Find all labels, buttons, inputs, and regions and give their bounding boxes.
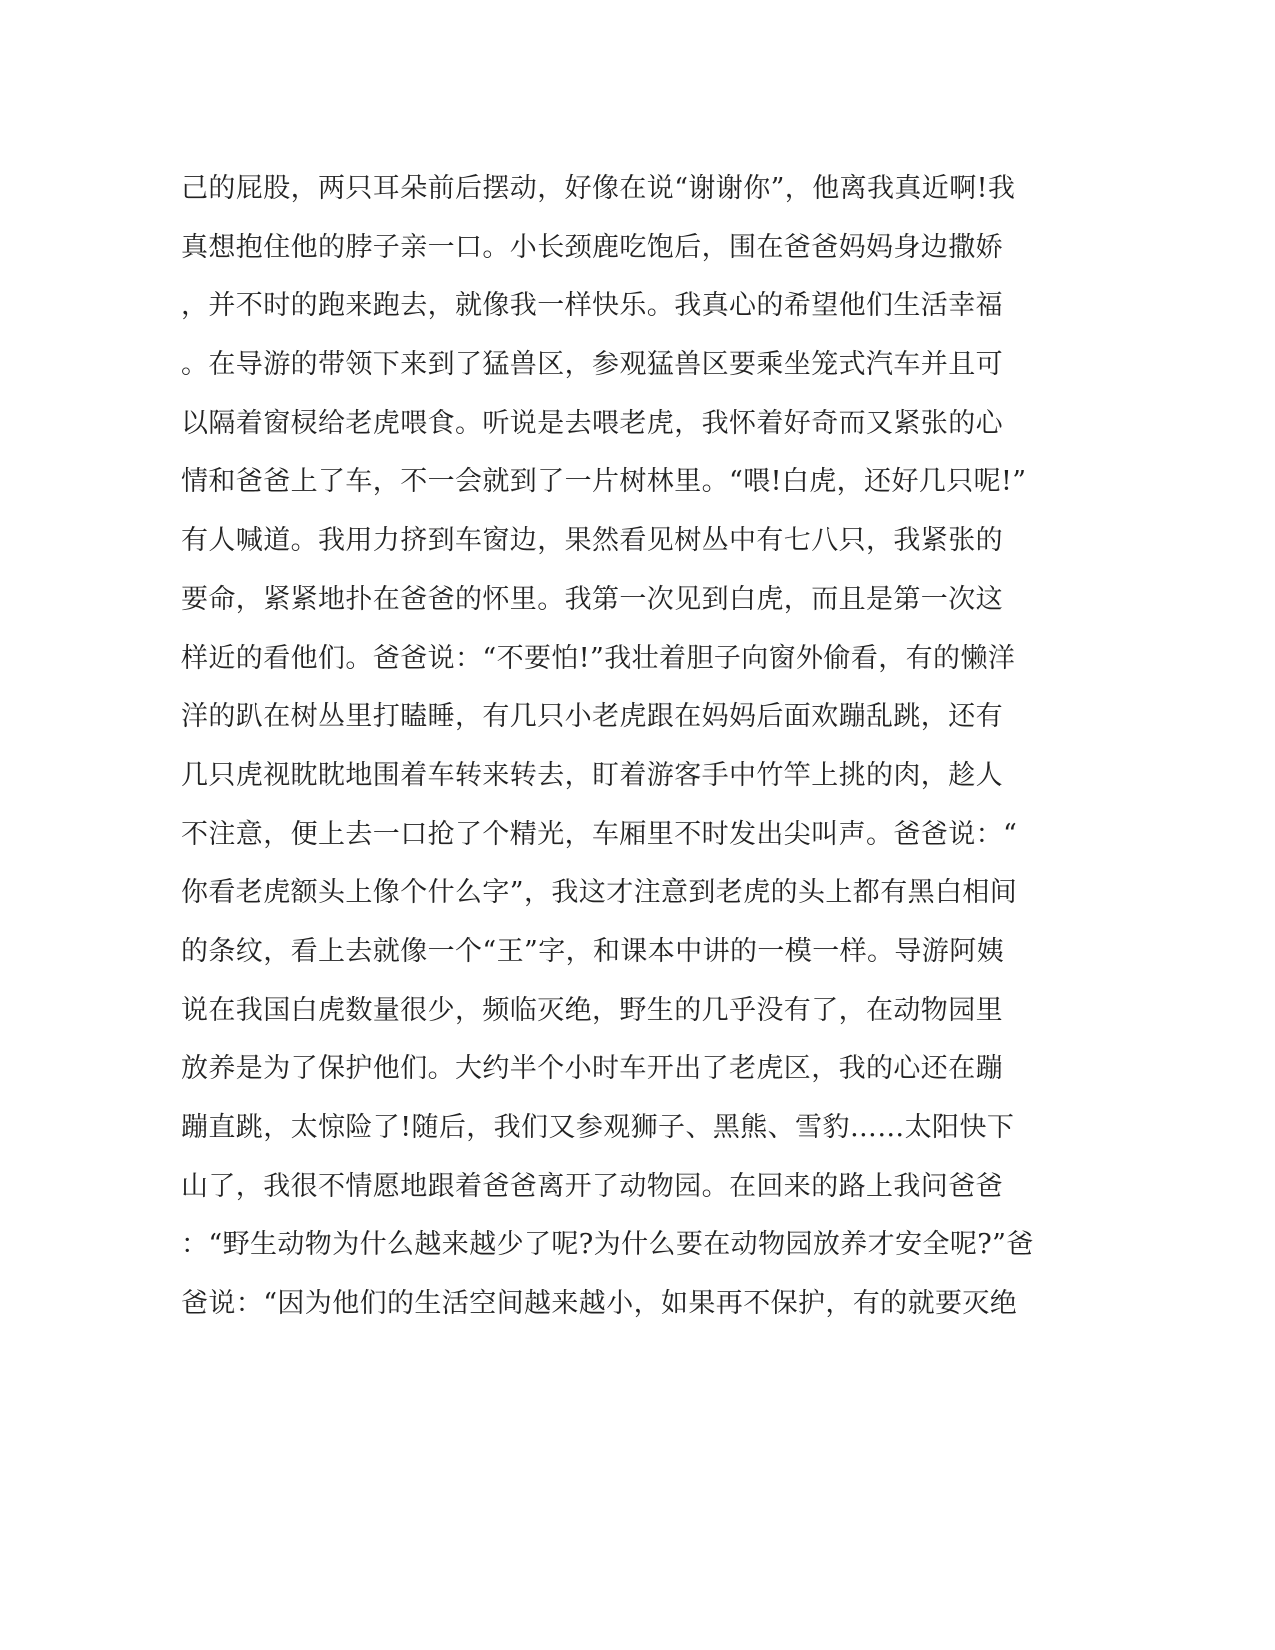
text-line: ，并不时的跑来跑去，就像我一样快乐。我真心的希望他们生活幸福 (181, 290, 1003, 322)
text-line: 的条纹，看上去就像一个“王”字，和课本中讲的一模一样。导游阿姨 (181, 935, 1005, 967)
text-line: 己的屁股，两只耳朵前后摆动，好像在说“谢谢你”，他离我真近啊!我 (181, 173, 1016, 204)
text-line: 放养是为了保护他们。大约半个小时车开出了老虎区，我的心还在蹦 (181, 1053, 1003, 1085)
text-line: 说在我国白虎数量很少，频临灭绝，野生的几乎没有了，在动物园里 (181, 994, 1003, 1026)
text-line: 蹦直跳，太惊险了!随后，我们又参观狮子、黑熊、雪豹……太阳快下 (181, 1112, 1015, 1143)
text-line: 洋的趴在树丛里打瞌睡，有几只小老虎跟在妈妈后面欢蹦乱跳，还有 (181, 701, 1003, 733)
text-line: 以隔着窗棂给老虎喂食。听说是去喂老虎，我怀着好奇而又紧张的心 (181, 407, 1003, 439)
text-line: 样近的看他们。爸爸说：“不要怕!”我壮着胆子向窗外偷看，有的懒洋 (181, 642, 1016, 674)
text-line: 你看老虎额头上像个什么字”，我这才注意到老虎的头上都有黑白相间 (181, 877, 1018, 909)
text-line: 有人喊道。我用力挤到车窗边，果然看见树丛中有七八只，我紧张的 (181, 525, 1003, 557)
text-line: 山了，我很不情愿地跟着爸爸离开了动物园。在回来的路上我问爸爸 (181, 1170, 1003, 1202)
text-line: 真想抱住他的脖子亲一口。小长颈鹿吃饱后，围在爸爸妈妈身边撒娇 (181, 231, 1003, 263)
text-line: 要命，紧紧地扑在爸爸的怀里。我第一次见到白虎，而且是第一次这 (181, 583, 1003, 615)
text-line: 情和爸爸上了车，不一会就到了一片树林里。“喂!白虎，还好几只呢!” (181, 466, 1027, 498)
text-line: 爸说：“因为他们的生活空间越来越小，如果再不保护，有的就要灭绝 (181, 1288, 1018, 1320)
text-line: 几只虎视眈眈地围着车转来转去，盯着游客手中竹竿上挑的肉，趁人 (181, 759, 1003, 791)
text-line: 。在导游的带领下来到了猛兽区，参观猛兽区要乘坐笼式汽车并且可 (181, 349, 1003, 381)
text-line: ：“野生动物为什么越来越少了呢?为什么要在动物园放养才安全呢?”爸 (181, 1229, 1034, 1261)
text-line: 不注意，便上去一口抢了个精光，车厢里不时发出尖叫声。爸爸说：“ (181, 818, 1018, 850)
body-text (181, 160, 1061, 1334)
